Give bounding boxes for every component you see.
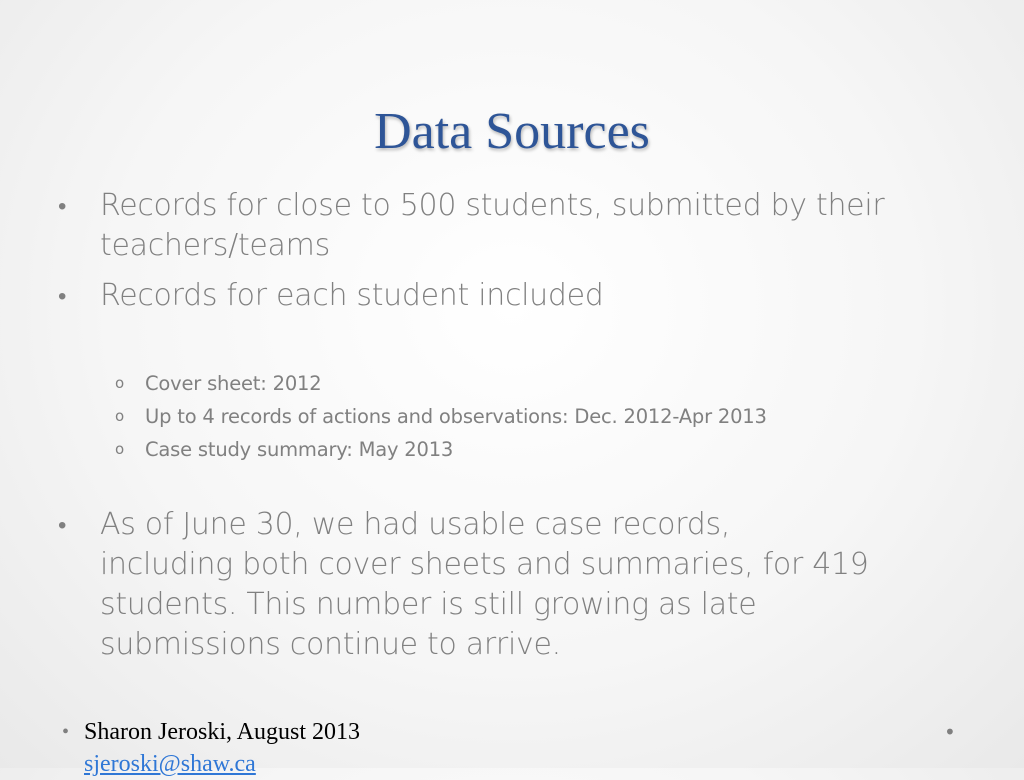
sub-bullet-summary — [58, 433, 973, 466]
bullet-records-each-student — [58, 276, 973, 316]
sub-bullet-records — [58, 400, 973, 433]
footer — [62, 716, 360, 780]
sub-bullet-text: Cover sheet: 2012 — [145, 372, 322, 395]
slide-title: Data Sources — [374, 103, 650, 160]
sub-bullet-cover-sheet — [58, 367, 973, 400]
bullet-line: submissions continue to arrive. — [100, 627, 561, 662]
sub-bullet-text: Case study summary: May 2013 — [145, 438, 454, 461]
bullet-line: students. This number is still growing as late — [100, 587, 757, 622]
footer-right-marker: • — [944, 720, 956, 744]
bullet-line: Records for each student included — [100, 278, 604, 313]
bullet-marker: • — [58, 282, 67, 310]
bullet-line: As of June 30, we had usable case records, — [100, 507, 731, 542]
footer-author: Sharon Jeroski, August 2013 — [84, 719, 360, 745]
sub-bullet-list — [58, 367, 973, 466]
bullet-marker: • — [58, 192, 67, 220]
sub-bullet-text: Up to 4 records of actions and observations: Dec. 2012-Apr 2013 — [145, 405, 767, 428]
bullet-as-of-june — [58, 505, 973, 665]
bullet-line: teachers/teams — [100, 228, 330, 263]
sub-bullet-marker: o — [115, 407, 124, 425]
bullet-text — [100, 186, 884, 266]
sub-bullet-marker: o — [115, 374, 124, 392]
footer-email-link[interactable]: sjeroski@shaw.ca — [84, 751, 256, 777]
bullet-text — [100, 276, 604, 316]
bullet-line: Records for close to 500 students, submitted by their — [100, 188, 885, 223]
footer-marker: • — [62, 721, 70, 743]
bullet-line: including both cover sheets and summaries, for 419 — [100, 547, 869, 582]
sub-bullet-marker: o — [115, 440, 124, 458]
bullet-marker: • — [58, 511, 67, 539]
bullet-records-close-to-500 — [58, 186, 973, 266]
bullet-text — [100, 505, 869, 665]
